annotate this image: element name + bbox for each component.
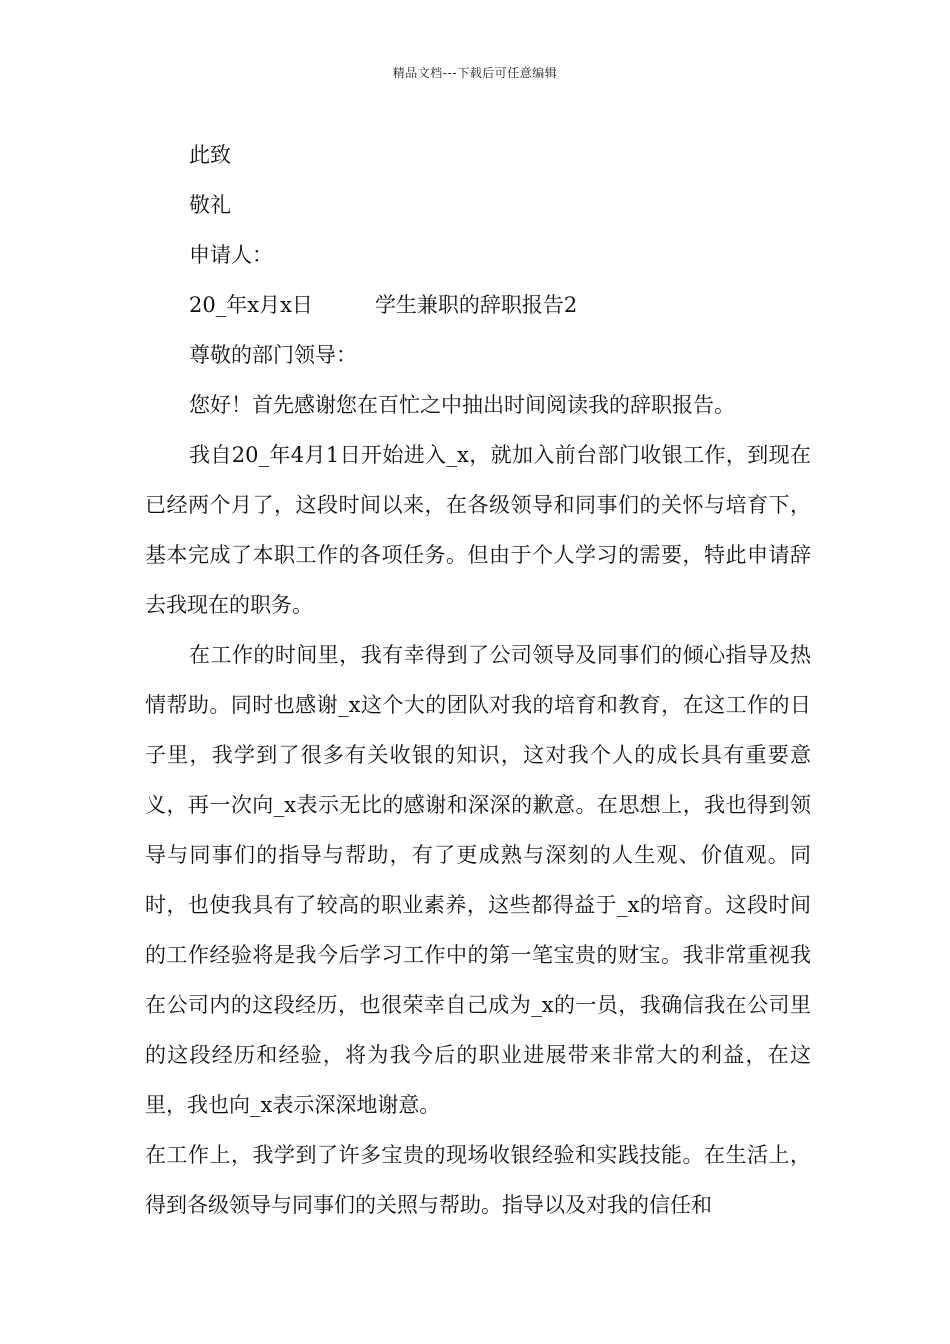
closing-line-2: 敬礼: [189, 193, 231, 217]
report-title: 学生兼职的辞职报告2: [374, 293, 578, 317]
paragraph-2: 在工作的时间里，我有幸得到了公司领导及同事们的倾心指导及热情帮助。同时也感谢_x这个大的团队对我的培育和教育，在这工作的日子里，我学到了很多有关收银的知识，这对我个人的成长具有重要意义，再一次向_x表示无比的感谢和深深的歉意。在思想上，我也得到领导与同事们的指导与帮助，有了更成熟与深刻的人生观、价值观。同时，也使我具有了较高的职业素养，这些都得益于_x的培育。这段时间的工作经验将是我今后学习工作中的第一笔宝贵的财宝。我非常重视我在公司内的这段经历，也很荣幸自己成为_x的一员，我确信我在公司里的这段经历和经验，将为我今后的职业进展带来非常大的利益，在这里，我也向_x表示深深地谢意。: [145, 643, 811, 1117]
document-body: [145, 130, 811, 1230]
paragraph-1: 我自20_年4月1日开始进入_x，就加入前台部门收银工作，到现在已经两个月了，这段时间以来，在各级领导和同事们的关怀与培育下，基本完成了本职工作的各项任务。但由于个人学习的需要，特此申请辞去我现在的职务。: [145, 443, 811, 617]
page-header: 精品文档---下载后可任意编辑: [392, 66, 558, 80]
date: 20_年x月x日: [189, 293, 313, 317]
closing-line-1: 此致: [189, 143, 231, 167]
applicant-label: 申请人：: [189, 243, 273, 267]
greeting: 您好！首先感谢您在百忙之中抽出时间阅读我的辞职报告。: [189, 393, 735, 417]
date-title-line: [145, 280, 811, 330]
paragraph-3: 在工作上，我学到了许多宝贵的现场收银经验和实践技能。在生活上，得到各级领导与同事们的关照与帮助。指导以及对我的信任和: [145, 1143, 811, 1217]
salutation: 尊敬的部门领导：: [189, 343, 357, 367]
